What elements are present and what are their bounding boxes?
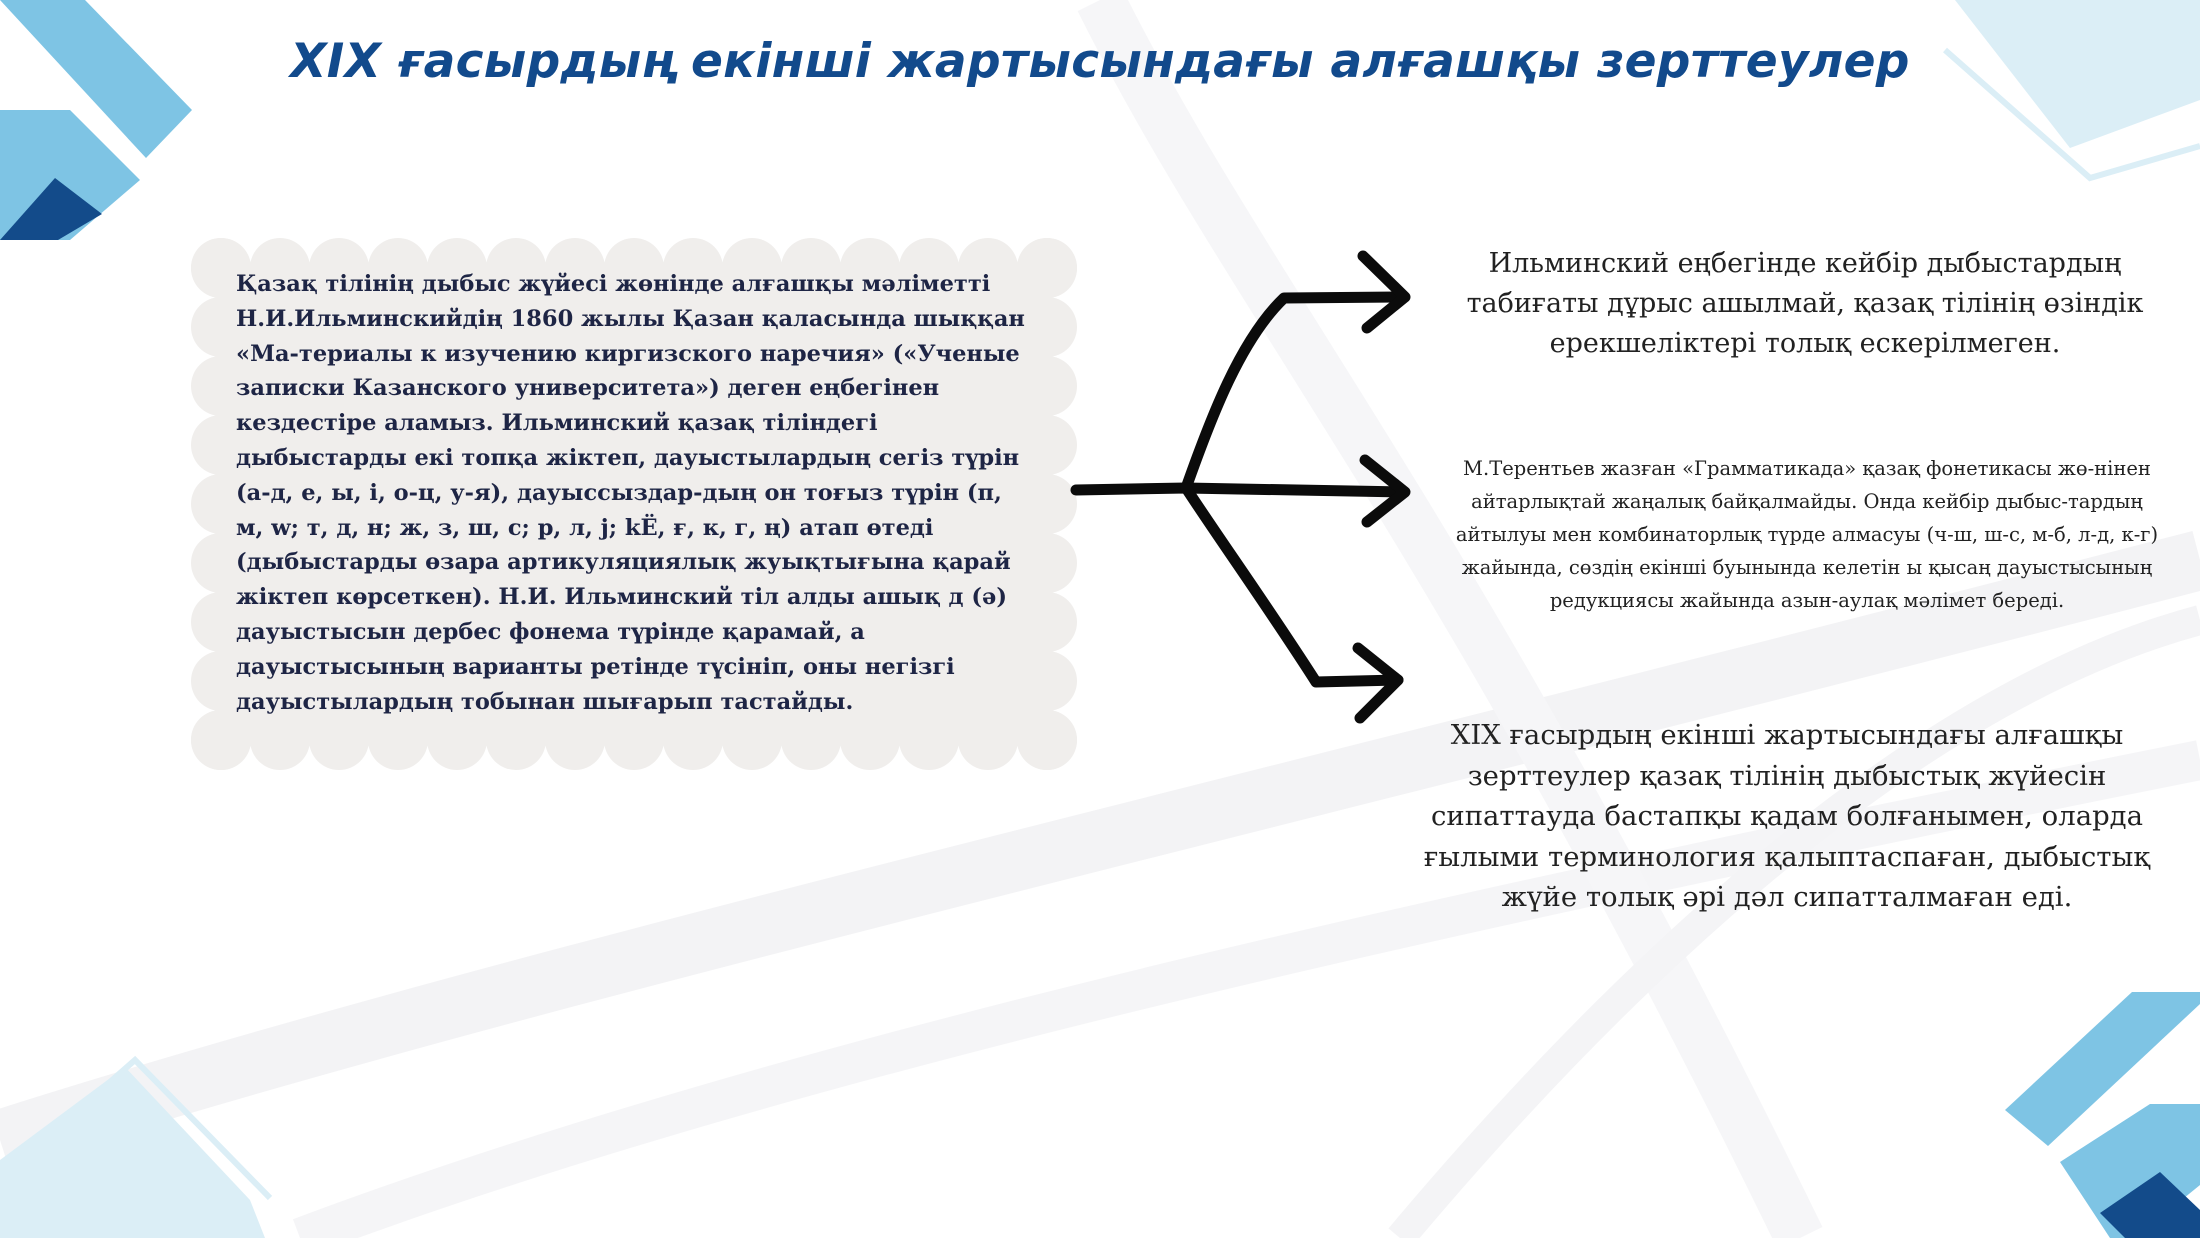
right-text-block-3: XIX ғасырдың екінші жартысындағы алғашқы зерттеулер қазақ тілінің дыбыстық жүйесін сипаттауда бастапқы қадам болғанымен, оларда ғылыми терминология қалыптаспаған, дыбыстық жүйе толық әрі дәл сипатталмаған еді. <box>1423 719 2151 913</box>
arrow-icon <box>1070 240 1430 750</box>
right-text-block-2: М.Терентьев жазған «Грамматикада» қазақ фонетикасы жө-нінен айтарлықтай жаңалық байқалмайды. Онда кейбір дыбыс-тардың айтылуы мен комбинаторлық түрде алмасуы (ч-ш, ш-с, м-б, л-д, к-г) жайында, сөздің екінші буынында келетін ы қысаң дауыстысының редукциясы жайында азын-аулақ мәлімет береді. <box>1455 457 2159 612</box>
slide-title: XIX ғасырдың екінші жартысындағы алғашқы зерттеулер <box>290 34 1910 89</box>
right-text-block-1: Ильминский еңбегінде кейбір дыбыстардың табиғаты дұрыс ашылмай, қазақ тілінің өзіндік ерекшеліктері толық ескерілмеген. <box>1466 248 2144 359</box>
left-text-block: Қазақ тілінің дыбыс жүйесі жөнінде алғашқы мәліметті Н.И.Ильминскийдің 1860 жылы Қазан қаласында шыққан «Ма-териалы к изучению киргизского наречия» («Ученые записки Казанского университета») деген еңбегінен кездестіре аламыз. Ильминский қазақ тіліндегі дыбыстарды екі топқа жіктеп, дауыстылардың сегіз түрін (а-д, е, ы, і, о-ц, у-я), дауыссыздар-дың он тоғыз түрін (п, м, w; т, д, н; ж, з, ш, с; р, л, j; kЁ, ғ, к, г, ң) атап өтеді (дыбыстарды өзара артикуляциялық жуықтығына қарай жіктеп көрсеткен). Н.И. Ильминский тіл алды ашық д (ә) дауыстысын дербес фонема түрінде қарамай, а дауыстысының варианты ретінде түсініп, оны негізгі дауыстылардың тобынан шығарып тастайды. <box>236 271 1025 715</box>
